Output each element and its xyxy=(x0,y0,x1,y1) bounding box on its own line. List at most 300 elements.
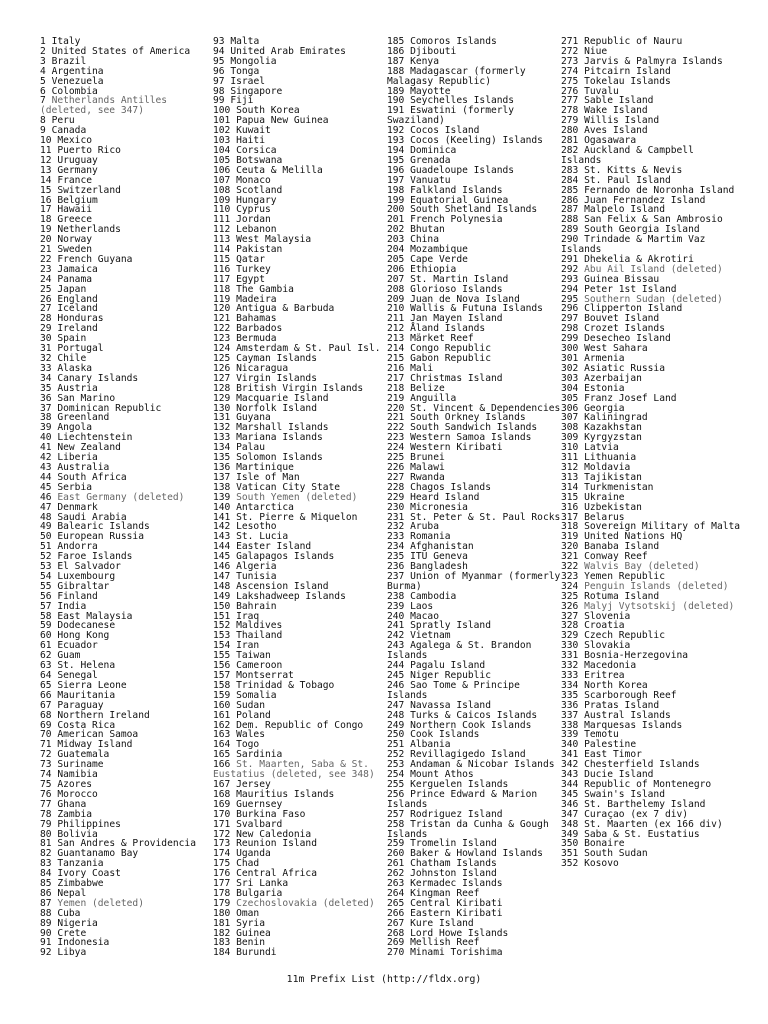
prefix-number: 263 xyxy=(387,878,405,890)
prefix-number: 88 xyxy=(40,907,52,919)
prefix-number: 97 xyxy=(213,75,225,87)
entity-name: Guernsey xyxy=(236,798,283,810)
entity-name: Isle of Man xyxy=(236,471,300,483)
prefix-number: 3 xyxy=(40,55,46,67)
prefix-number: 287 xyxy=(561,204,579,216)
prefix-number: 286 xyxy=(561,194,579,206)
entity-name: Hawaii xyxy=(57,204,92,216)
entity-name: Bouvet Island xyxy=(584,313,660,325)
prefix-number: 25 xyxy=(40,283,52,295)
entity-name: Kermadec Islands xyxy=(410,878,503,890)
prefix-number: 245 xyxy=(387,670,405,681)
entity-name: Guatemala xyxy=(57,749,110,761)
prefix-number: 35 xyxy=(40,382,52,394)
entity-name: Madeira xyxy=(236,293,277,305)
entity-name-continuation: Islands xyxy=(387,689,428,701)
prefix-number: 126 xyxy=(213,362,231,374)
prefix-number: 100 xyxy=(213,105,231,117)
entity-name: Comoros Islands xyxy=(410,36,497,47)
entity-name: Crozet Islands xyxy=(584,323,665,335)
entity-name: Dominican Republic xyxy=(57,402,162,414)
entity-name: Lord Howe Islands xyxy=(410,927,509,939)
entity-name: Macedonia xyxy=(584,660,637,672)
prefix-number: 208 xyxy=(387,283,405,295)
entity-name: Tristan da Cunha & Gough xyxy=(410,818,549,830)
prefix-number: 203 xyxy=(387,234,405,246)
prefix-number: 37 xyxy=(40,402,52,414)
prefix-number: 107 xyxy=(213,174,231,186)
entity-name: Falkland Islands xyxy=(410,184,503,196)
prefix-number: 315 xyxy=(561,491,579,503)
entity-name: Turks & Caicos Islands xyxy=(410,709,538,721)
prefix-number: 104 xyxy=(213,144,231,156)
prefix-number: 53 xyxy=(40,561,52,573)
entity-name: Palestine xyxy=(584,739,637,751)
entity-name: Ukraine xyxy=(584,491,625,503)
prefix-number: 313 xyxy=(561,471,579,483)
prefix-number: 273 xyxy=(561,55,579,67)
prefix-number: 44 xyxy=(40,471,52,483)
prefix-number: 229 xyxy=(387,491,405,503)
prefix-number: 13 xyxy=(40,164,52,176)
prefix-number: 75 xyxy=(40,778,52,790)
entity-name-continuation: Islands xyxy=(387,650,428,662)
entity-name: Tokelau Islands xyxy=(584,75,671,87)
entity-name: South Shetland Islands xyxy=(410,204,538,216)
entity-name: Djibouti xyxy=(410,45,457,57)
entity-name: Mount Athos xyxy=(410,769,474,781)
entity-name: Ascension Island xyxy=(236,580,329,592)
entity-name: Trindade & Martim Vaz xyxy=(584,234,706,246)
prefix-number: 307 xyxy=(561,412,579,424)
prefix-number: 188 xyxy=(387,65,405,77)
entity-name: Cuba xyxy=(57,907,81,919)
prefix-number: 283 xyxy=(561,164,579,176)
prefix-number: 62 xyxy=(40,650,52,662)
entity-name: United States of America xyxy=(51,45,191,57)
prefix-number: 166 xyxy=(213,759,231,771)
entity-name: Greece xyxy=(57,214,92,226)
entity-name: United Nations HQ xyxy=(584,531,683,543)
prefix-number: 302 xyxy=(561,362,579,374)
prefix-number: 311 xyxy=(561,452,579,464)
entity-name: Norfolk Island xyxy=(236,402,317,414)
entity-name: Kingman Reef xyxy=(410,887,480,899)
prefix-number: 70 xyxy=(40,729,52,741)
prefix-number: 49 xyxy=(40,521,52,533)
prefix-number: 298 xyxy=(561,323,579,335)
prefix-number: 275 xyxy=(561,75,579,87)
entity-name: Sardinia xyxy=(236,749,283,761)
entity-name: Nigeria xyxy=(57,917,98,929)
prefix-number: 337 xyxy=(561,709,579,721)
prefix-number: 223 xyxy=(387,432,405,444)
entity-name: Cocos Island xyxy=(410,125,480,137)
entity-name: El Salvador xyxy=(57,561,121,573)
entity-name: Equatorial Guinea xyxy=(410,194,509,206)
prefix-number: 238 xyxy=(387,590,405,602)
entity-name: Finland xyxy=(57,590,98,602)
entity-name: West Malaysia xyxy=(236,234,312,246)
entity-name: Sao Tome & Principe xyxy=(410,679,520,691)
entity-name: South Korea xyxy=(236,105,300,117)
prefix-number: 342 xyxy=(561,759,579,771)
prefix-number: 247 xyxy=(387,699,405,711)
entity-name: Serbia xyxy=(57,481,92,493)
prefix-number: 320 xyxy=(561,541,579,553)
entity-name: Clipperton Island xyxy=(584,303,683,315)
prefix-number: 248 xyxy=(387,709,405,721)
prefix-number: 30 xyxy=(40,333,52,345)
prefix-number: 239 xyxy=(387,600,405,612)
entity-name: Slovenia xyxy=(584,610,631,622)
prefix-number: 230 xyxy=(387,501,405,513)
entity-name: Ethiopia xyxy=(410,263,457,275)
entity-name: Monaco xyxy=(236,174,271,186)
entity-name: Ivory Coast xyxy=(57,868,121,880)
prefix-column-1 xyxy=(40,37,196,958)
entity-name-continuation: Swaziland) xyxy=(387,115,445,127)
entity-name: Burkina Faso xyxy=(236,808,306,820)
prefix-number: 196 xyxy=(387,164,405,176)
entity-name: Spain xyxy=(57,333,87,345)
prefix-number: 124 xyxy=(213,343,231,355)
entity-name: Mellish Reef xyxy=(410,937,480,949)
entity-name: Brazil xyxy=(51,55,87,67)
prefix-number: 11 xyxy=(40,144,52,156)
prefix-number: 99 xyxy=(213,95,225,107)
prefix-number: 175 xyxy=(213,858,231,870)
prefix-number: 246 xyxy=(387,679,405,691)
prefix-number: 261 xyxy=(387,858,405,870)
prefix-number: 300 xyxy=(561,343,579,355)
entity-name: East Timor xyxy=(584,749,642,761)
prefix-number: 306 xyxy=(561,402,579,414)
entity-name: ITU Geneva xyxy=(410,551,468,563)
prefix-number: 33 xyxy=(40,362,52,374)
entity-name: Aves Island xyxy=(584,125,648,137)
prefix-number: 58 xyxy=(40,610,52,622)
prefix-number: 22 xyxy=(40,253,52,265)
entity-name: Bahamas xyxy=(236,313,277,325)
prefix-number: 243 xyxy=(387,640,405,652)
entity-name: Georgia xyxy=(584,402,625,414)
prefix-number: 297 xyxy=(561,313,579,325)
prefix-number: 57 xyxy=(40,600,52,612)
entity-name: Pagalu Island xyxy=(410,660,486,672)
prefix-number: 210 xyxy=(387,303,405,315)
prefix-number: 220 xyxy=(387,402,405,414)
prefix-number: 14 xyxy=(40,174,52,186)
prefix-number: 271 xyxy=(561,36,579,47)
entity-name: Dominica xyxy=(410,144,457,156)
entity-name: Honduras xyxy=(57,313,104,325)
entity-name: Germany xyxy=(57,164,98,176)
entity-name: Italy xyxy=(51,36,81,47)
prefix-number: 87 xyxy=(40,897,52,909)
prefix-number: 101 xyxy=(213,115,231,127)
entity-name: Ogasawara xyxy=(584,135,637,147)
prefix-number: 135 xyxy=(213,452,231,464)
entity-name: Haiti xyxy=(236,135,265,147)
prefix-number: 198 xyxy=(387,184,405,196)
prefix-number: 189 xyxy=(387,85,405,97)
entity-name: French Polynesia xyxy=(410,214,503,226)
entity-name: Central Africa xyxy=(236,868,317,880)
prefix-number: 336 xyxy=(561,699,579,711)
prefix-number: 137 xyxy=(213,471,231,483)
prefix-number: 332 xyxy=(561,660,579,672)
prefix-number: 102 xyxy=(213,125,231,137)
entity-name: Asiatic Russia xyxy=(584,362,665,374)
prefix-number: 106 xyxy=(213,164,231,176)
prefix-number: 15 xyxy=(40,184,52,196)
prefix-number: 129 xyxy=(213,392,231,404)
prefix-number: 17 xyxy=(40,204,52,216)
prefix-number: 78 xyxy=(40,808,52,820)
prefix-number: 28 xyxy=(40,313,52,325)
entity-name: Czechoslovakia (deleted) xyxy=(236,897,375,909)
prefix-number: 139 xyxy=(213,491,231,503)
prefix-number: 319 xyxy=(561,531,579,543)
prefix-number: 327 xyxy=(561,610,579,622)
entity-name: Saba & St. Eustatius xyxy=(584,828,700,840)
entity-name: Jamaica xyxy=(57,263,98,275)
entity-name: South Africa xyxy=(57,471,127,483)
entity-name: Prince Edward & Marion xyxy=(410,788,538,800)
prefix-entry xyxy=(213,948,381,958)
entity-name: Lithuania xyxy=(584,452,637,464)
prefix-number: 120 xyxy=(213,303,231,315)
entity-name: Bonaire xyxy=(584,838,625,850)
entity-name: Liechtenstein xyxy=(57,432,133,444)
entity-name: Gibraltar xyxy=(57,580,110,592)
entity-name: Albania xyxy=(410,739,451,751)
entity-name: West Sahara xyxy=(584,343,648,355)
prefix-number: 69 xyxy=(40,719,52,731)
entity-name: Syria xyxy=(236,917,265,929)
entity-name: Sri Lanka xyxy=(236,878,289,890)
entity-name: Antigua & Barbuda xyxy=(236,303,335,315)
entity-name: Paraguay xyxy=(57,699,104,711)
entity-name: Kazakhstan xyxy=(584,422,642,434)
prefix-number: 256 xyxy=(387,788,405,800)
prefix-number: 218 xyxy=(387,382,405,394)
prefix-number: 32 xyxy=(40,353,52,364)
entity-name: San Felix & San Ambrosio xyxy=(584,214,723,226)
prefix-number: 279 xyxy=(561,115,579,127)
prefix-number: 19 xyxy=(40,224,52,236)
entity-name: Trinidad & Tobago xyxy=(236,679,335,691)
entity-name: Dhekelia & Akrotiri xyxy=(584,253,694,265)
prefix-number: 2 xyxy=(40,45,46,57)
prefix-number: 71 xyxy=(40,739,52,751)
prefix-number: 335 xyxy=(561,689,579,701)
prefix-number: 40 xyxy=(40,432,52,444)
entity-name: Niger Republic xyxy=(410,670,491,681)
entity-name: Republic of Montenegro xyxy=(584,778,712,790)
entity-name: Dodecanese xyxy=(57,620,116,632)
prefix-number: 277 xyxy=(561,95,579,107)
entity-name: Colombia xyxy=(51,85,98,97)
page-footer: 11m Prefix List (http://fldx.org) xyxy=(286,974,482,985)
prefix-number: 265 xyxy=(387,897,405,909)
prefix-number: 308 xyxy=(561,422,579,434)
prefix-number: 157 xyxy=(213,670,231,681)
entity-name: Maldives xyxy=(236,620,283,632)
entity-name: Panama xyxy=(57,273,92,285)
entity-name: Northern Cook Islands xyxy=(410,719,532,731)
entity-name: Temotu xyxy=(584,729,619,741)
entity-name: Baker & Howland Islands xyxy=(410,848,543,860)
prefix-number: 267 xyxy=(387,917,405,929)
entity-name: Tanzania xyxy=(57,858,104,870)
prefix-number: 272 xyxy=(561,45,579,57)
prefix-number: 34 xyxy=(40,372,52,384)
prefix-number: 95 xyxy=(213,55,225,67)
entity-name: Tajikistan xyxy=(584,471,642,483)
entity-name: Svalbard xyxy=(236,818,283,830)
prefix-number: 92 xyxy=(40,947,52,959)
entity-name: Hong Kong xyxy=(57,630,110,642)
entity-name: Märket Reef xyxy=(410,333,474,345)
prefix-number: 39 xyxy=(40,422,52,434)
entity-name: Zimbabwe xyxy=(57,878,104,890)
entity-name: Abu Ail Island (deleted) xyxy=(584,263,723,275)
prefix-number: 241 xyxy=(387,620,405,632)
entity-name: Conway Reef xyxy=(584,551,648,563)
prefix-number: 201 xyxy=(387,214,405,226)
prefix-number: 153 xyxy=(213,630,231,642)
prefix-number: 325 xyxy=(561,590,579,602)
prefix-number: 310 xyxy=(561,442,579,454)
entity-name: Revillagigedo Island xyxy=(410,749,526,761)
prefix-number: 345 xyxy=(561,788,579,800)
entity-name: Egypt xyxy=(236,273,265,285)
entity-name: Argentina xyxy=(51,65,104,77)
entity-name: Bulgaria xyxy=(236,887,283,899)
entity-name: Alaska xyxy=(57,362,92,374)
prefix-number: 82 xyxy=(40,848,52,860)
entity-name: Australia xyxy=(57,461,110,473)
prefix-number: 133 xyxy=(213,432,231,444)
prefix-number: 321 xyxy=(561,551,579,563)
prefix-number: 176 xyxy=(213,868,231,880)
prefix-number: 16 xyxy=(40,194,52,206)
prefix-number: 48 xyxy=(40,511,52,523)
entity-name: Cook Islands xyxy=(410,729,480,741)
entity-name: Estonia xyxy=(584,382,625,394)
prefix-number: 255 xyxy=(387,778,405,790)
entity-name: Chesterfield Islands xyxy=(584,759,700,771)
entity-name: St. Paul Island xyxy=(584,174,671,186)
entity-name: New Caledonia xyxy=(236,828,312,840)
entity-name: Chad xyxy=(236,858,260,870)
entity-name: Banaba Island xyxy=(584,541,660,553)
prefix-number: 194 xyxy=(387,144,405,156)
prefix-number: 41 xyxy=(40,442,52,454)
entity-name: Slovakia xyxy=(584,640,631,652)
entity-name: Angola xyxy=(57,422,92,434)
prefix-number: 86 xyxy=(40,887,52,899)
entity-name: Eritrea xyxy=(584,670,625,681)
entity-name: Israel xyxy=(230,75,265,87)
entity-name: St. Peter & St. Paul Rocks xyxy=(410,511,561,523)
prefix-number: 121 xyxy=(213,313,231,325)
entity-name: Ireland xyxy=(57,323,98,335)
entity-name: Antarctica xyxy=(236,501,294,513)
prefix-number: 174 xyxy=(213,848,231,860)
entity-name: Armenia xyxy=(584,353,625,364)
entity-name: St. Martin Island xyxy=(410,273,509,285)
prefix-number: 314 xyxy=(561,481,579,493)
prefix-number: 79 xyxy=(40,818,52,830)
prefix-number: 240 xyxy=(387,610,405,622)
prefix-number: 147 xyxy=(213,570,231,582)
prefix-number: 60 xyxy=(40,630,52,642)
entity-name: Scarborough Reef xyxy=(584,689,677,701)
prefix-number: 284 xyxy=(561,174,579,186)
entity-name: Republic of Nauru xyxy=(584,36,683,47)
prefix-number: 108 xyxy=(213,184,231,196)
prefix-number: 51 xyxy=(40,541,52,553)
entity-name: Cape Verde xyxy=(410,253,468,265)
prefix-number: 128 xyxy=(213,382,231,394)
entity-name: British Virgin Islands xyxy=(236,382,364,394)
prefix-number: 216 xyxy=(387,362,405,374)
entity-name: Congo Republic xyxy=(410,343,491,355)
entity-name: Guantanamo Bay xyxy=(57,848,139,860)
prefix-number: 333 xyxy=(561,670,579,681)
entity-name: Pratas Island xyxy=(584,699,660,711)
prefix-number: 280 xyxy=(561,125,579,137)
prefix-number: 134 xyxy=(213,442,231,454)
entity-name: Tunisia xyxy=(236,570,277,582)
prefix-number: 20 xyxy=(40,234,52,246)
entity-name: Juan Fernandez Island xyxy=(584,194,706,206)
entity-name: Burundi xyxy=(236,947,277,959)
prefix-number: 64 xyxy=(40,670,52,681)
entity-name: Jordan xyxy=(236,214,271,226)
entity-name: Namibia xyxy=(57,769,98,781)
prefix-number: 103 xyxy=(213,135,231,147)
entity-name: Anguilla xyxy=(410,392,457,404)
entity-name: Bermuda xyxy=(236,333,277,345)
entity-name: Greenland xyxy=(57,412,110,424)
entity-name: Zambia xyxy=(57,808,92,820)
entity-name: St. Maarten (ex 166 div) xyxy=(584,818,723,830)
prefix-number: 152 xyxy=(213,620,231,632)
prefix-number: 266 xyxy=(387,907,405,919)
entity-name: Rotuma Island xyxy=(584,590,660,602)
entity-name: Turkey xyxy=(236,263,271,275)
prefix-number: 236 xyxy=(387,561,405,573)
entity-name: Åland Islands xyxy=(410,323,486,335)
entity-name: Suriname xyxy=(57,759,104,771)
entity-name: South Georgia Island xyxy=(584,224,700,236)
entity-name: Brunei xyxy=(410,452,445,464)
prefix-number: 46 xyxy=(40,491,52,503)
prefix-number: 38 xyxy=(40,412,52,424)
entity-name: India xyxy=(57,600,87,612)
entity-name: Mayotte xyxy=(410,85,451,97)
prefix-number: 36 xyxy=(40,392,52,404)
entity-name: Pakistan xyxy=(236,244,283,256)
prefix-number: 77 xyxy=(40,798,52,810)
entity-name: Somalia xyxy=(236,689,277,701)
entity-name: Azores xyxy=(57,778,92,790)
prefix-number: 26 xyxy=(40,293,52,305)
